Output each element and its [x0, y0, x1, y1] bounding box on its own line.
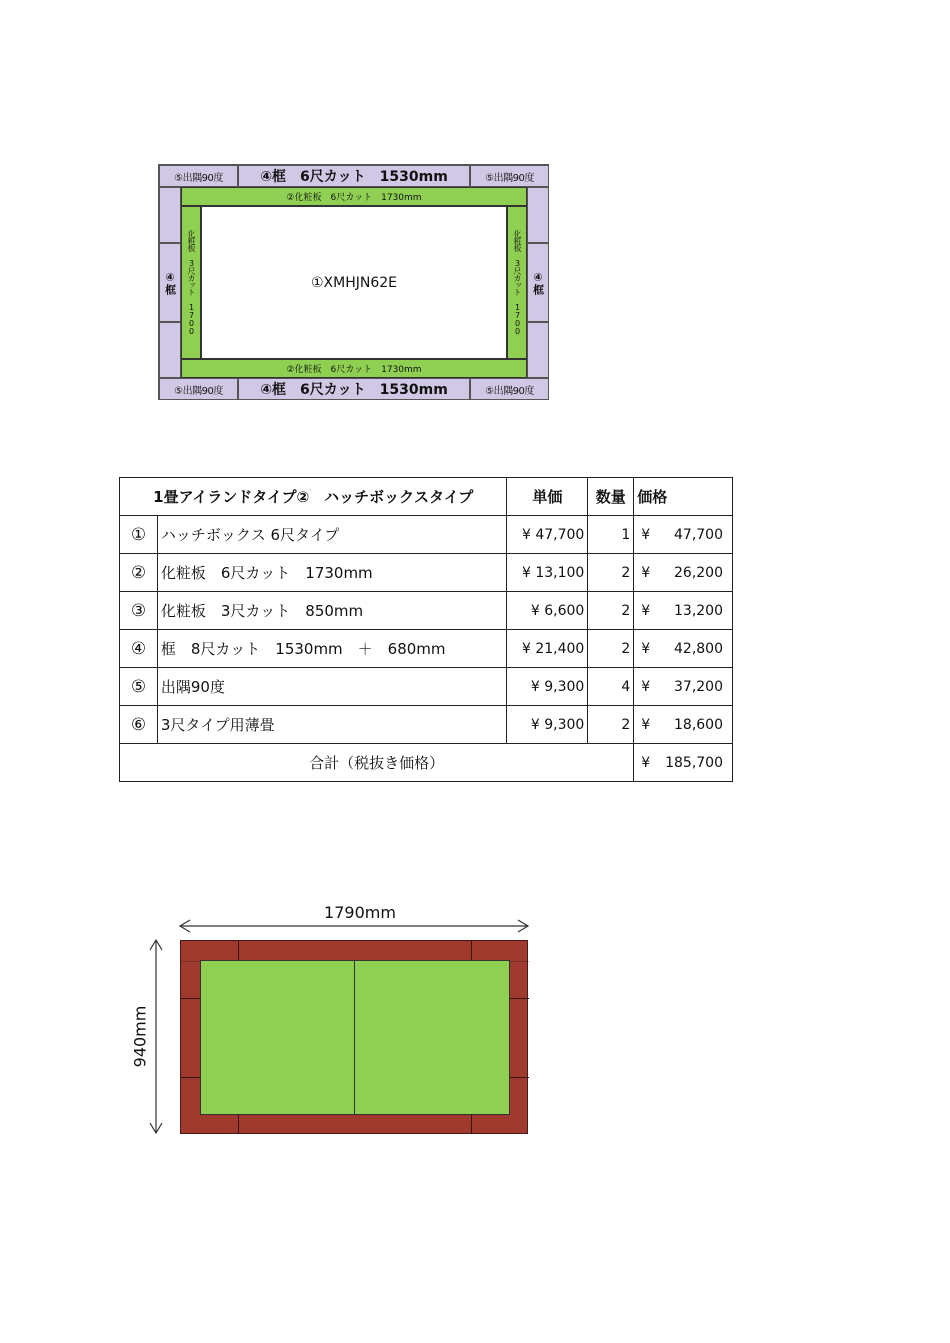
frame-left	[159, 243, 181, 322]
yen-sign: ¥	[641, 678, 651, 695]
board-left	[181, 206, 201, 359]
item-quantity: 1	[588, 516, 634, 554]
item-description: 3尺タイプ用薄畳	[157, 706, 507, 744]
frame-joint	[509, 998, 529, 999]
frame-joint	[238, 941, 239, 961]
frame-joint	[509, 1077, 529, 1078]
frame-right-segment	[527, 187, 549, 243]
corner-label: ⑤出隅90度	[174, 172, 223, 184]
board-right	[507, 206, 527, 359]
frame-bottom-label: ④框 6尺カット 1530mm	[260, 382, 448, 398]
board-left-label: 化粧板 3尺カット 1700	[187, 230, 196, 335]
frame-top	[238, 165, 470, 187]
yen-sign: ¥	[641, 526, 651, 543]
item-unit-price: ¥ 21,400	[507, 630, 588, 668]
header-unit-price: 単価	[507, 478, 588, 516]
hatch-box-area	[201, 206, 507, 359]
item-price	[634, 554, 733, 592]
price-amount: 42,800	[674, 640, 723, 657]
price-amount: 47,700	[674, 526, 723, 543]
price-table	[119, 477, 733, 782]
center-label: ①XMHJN62E	[310, 274, 397, 291]
height-label: 940mm	[130, 1005, 150, 1068]
corner-label: ⑤出隅90度	[485, 385, 534, 397]
frame-bottom	[238, 378, 470, 400]
board-top	[181, 187, 527, 206]
tatami-mat-right	[354, 960, 510, 1115]
frame-right	[527, 243, 549, 322]
item-description: 化粧板 6尺カット 1730mm	[157, 554, 507, 592]
corner-bottom-right	[470, 378, 549, 400]
item-unit-price: ¥ 9,300	[507, 706, 588, 744]
frame-joint	[238, 1113, 239, 1134]
frame-top-label: ④框 6尺カット 1530mm	[260, 169, 448, 185]
item-quantity: 2	[588, 554, 634, 592]
item-price	[634, 630, 733, 668]
table-row	[120, 706, 733, 744]
total-row	[120, 744, 733, 782]
item-price	[634, 706, 733, 744]
board-bottom	[181, 359, 527, 378]
item-number: ③	[120, 592, 158, 630]
total-price	[634, 744, 733, 782]
item-number: ②	[120, 554, 158, 592]
corner-label: ⑤出隅90度	[174, 385, 223, 397]
total-amount: 185,700	[665, 754, 723, 771]
item-number: ①	[120, 516, 158, 554]
board-right-label: 化粧板 3尺カット 1700	[513, 230, 522, 335]
yen-sign: ¥	[641, 564, 651, 581]
price-amount: 13,200	[674, 602, 723, 619]
component-layout-diagram	[158, 164, 549, 400]
item-description: 化粧板 3尺カット 850mm	[157, 592, 507, 630]
frame-joint	[471, 1113, 472, 1134]
corner-label: ⑤出隅90度	[485, 172, 534, 184]
frame-left-segment	[159, 322, 181, 378]
item-description: 框 8尺カット 1530mm ＋ 680mm	[157, 630, 507, 668]
price-amount: 37,200	[674, 678, 723, 695]
frame-right-label: ④框	[531, 270, 545, 295]
total-label: 合計（税抜き価格）	[120, 744, 634, 782]
table-row	[120, 554, 733, 592]
width-label: 1790mm	[324, 903, 396, 922]
item-unit-price: ¥ 47,700	[507, 516, 588, 554]
frame-left-segment	[159, 187, 181, 243]
corner-bottom-left	[159, 378, 238, 400]
item-unit-price: ¥ 9,300	[507, 668, 588, 706]
frame-joint	[181, 1077, 201, 1078]
table-title: 1畳アイランドタイプ② ハッチボックスタイプ	[120, 478, 507, 516]
corner-top-right	[470, 165, 549, 187]
board-bottom-label: ②化粧板 6尺カット 1730mm	[286, 365, 422, 375]
item-description: 出隅90度	[157, 668, 507, 706]
table-row	[120, 516, 733, 554]
frame-left-label: ④框	[163, 270, 177, 295]
header-quantity: 数量	[588, 478, 634, 516]
yen-sign: ¥	[641, 716, 651, 733]
frame-joint	[471, 941, 472, 961]
yen-sign: ¥	[641, 754, 651, 771]
item-quantity: 2	[588, 706, 634, 744]
item-price	[634, 516, 733, 554]
item-number: ⑥	[120, 706, 158, 744]
frame-right-segment	[527, 322, 549, 378]
tatami-mat-left	[200, 960, 355, 1115]
table-row	[120, 668, 733, 706]
item-description: ハッチボックス 6尺タイプ	[157, 516, 507, 554]
item-price	[634, 592, 733, 630]
table-row	[120, 630, 733, 668]
item-unit-price: ¥ 6,600	[507, 592, 588, 630]
item-quantity: 2	[588, 592, 634, 630]
assembled-size-diagram	[180, 940, 528, 1134]
price-amount: 26,200	[674, 564, 723, 581]
item-price	[634, 668, 733, 706]
table-row	[120, 592, 733, 630]
frame-joint	[181, 998, 201, 999]
item-quantity: 2	[588, 630, 634, 668]
yen-sign: ¥	[641, 602, 651, 619]
yen-sign: ¥	[641, 640, 651, 657]
item-number: ④	[120, 630, 158, 668]
item-quantity: 4	[588, 668, 634, 706]
table-header-row	[120, 478, 733, 516]
header-price: 価格	[634, 478, 733, 516]
item-number: ⑤	[120, 668, 158, 706]
board-top-label: ②化粧板 6尺カット 1730mm	[286, 193, 422, 203]
corner-top-left	[159, 165, 238, 187]
price-amount: 18,600	[674, 716, 723, 733]
item-unit-price: ¥ 13,100	[507, 554, 588, 592]
